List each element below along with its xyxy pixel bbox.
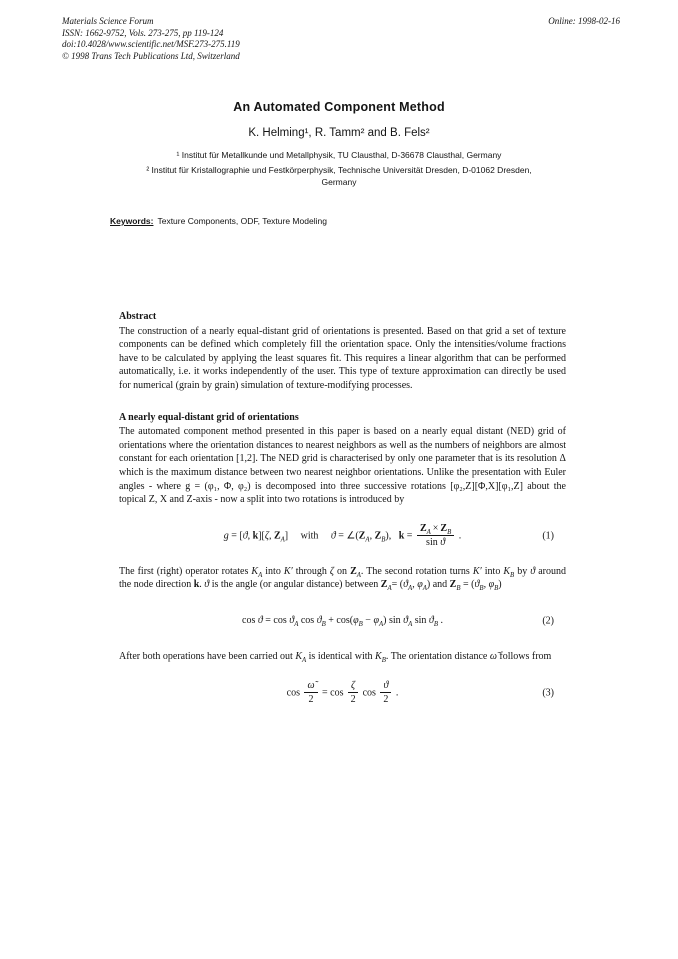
keywords-text: Texture Components, ODF, Texture Modeling [157,216,327,226]
equation-1-row [119,523,566,549]
abstract-heading: Abstract [119,311,157,322]
section-paragraph-3: After both operations have been carried out $K_A$ is identical with $K_B$. The orientation distance ω̃ follows from [119,650,552,664]
equation-3: cos $\frac{\omegã}{2}$ = cos $\frac{\zeta}{2}$ cos $\frac{ϑ}{2}$ . [286,679,399,705]
authors-line: K. Helming¹, R. Tamm² and B. Fels² [248,127,430,139]
keywords-line [110,216,678,226]
section-heading: A nearly equal-distant grid of orientations [119,411,299,423]
journal-header-block [62,16,240,62]
equation-2: $\cos ϑ = \cos ϑ_A$ $\cos ϑ_B + \cos(\varphi_B - \varphi_A)$ $\sin ϑ_A$ $\sin ϑ_B$ . [242,615,443,629]
journal-issn-line: ISSN: 1662-9752, Vols. 273-275, pp 119-124 [62,27,224,38]
paper-title: An Automated Component Method [233,100,445,114]
affiliation-2: ² Institut für Kristallographie und Festkörperphysik, Technische Universität Dresden, D-01062 Dresden, Germany [146,165,532,187]
paper-body [119,310,566,706]
equation-1: g = [ϑ, k][ζ, $Z_A$] with $ϑ = \angle(Z_A$, $Z_B$), k = $\frac{Z_A \times Z_B}{\text{sin ϑ}}$ . [223,522,462,549]
affiliation-1: ¹ Institut für Metallkunde und Metallphysik, TU Clausthal, D-36678 Clausthal, Germany [176,150,502,160]
keywords-label: Keywords: [110,216,154,226]
section-paragraph-2: The first (right) operator rotates $K_A$ into K′ through ζ on $Z_A$. The second rotation turns K′ into $K_B$ by ϑ around the node direction k. ϑ is the angle (or angular distance) between $Z_A= (ϑ_A$, $\varphi_A$) and $Z_B = (ϑ_B$, $\varphi_B$) [119,565,567,593]
equation-2-number: (2) [542,615,554,627]
equation-3-number: (3) [542,687,554,698]
equation-1-number: (1) [542,530,554,542]
journal-title: Materials Science Forum [62,16,154,26]
section-paragraph-1: The automated component method presented in this paper is based on a nearly equal distant (NED) grid of orientations where the orientation distances to nearest neighbors as well as the numbers of neighbors are almost constant for each orientation [1,2]. The NED grid is characterised by only one parameter that is its resolution Δ which is the maximum distance between two nearest neighbor orientations. Unlike the presentation with Euler angles - where g = (φ₁, Φ, φ₂) is decomposed into three successive rotations [φ₂,Z][Φ,X][φ₁,Z] about the topical Z, X and Z-axis - now a split into two rotations is introduced by [119,426,566,506]
equation-3-row [119,680,566,706]
journal-doi-line: doi:10.4028/www.scientific.net/MSF.273-275.119 [62,39,240,49]
abstract-text: The construction of a nearly equal-distant grid of orientations is presented. Based on that grid a set of texture components can be defined which completely fill the orientation space. Only the intensities/volume fractions have to be calculated by applying the least squares fit. This requires a linear algorithm that can be performed automatically, i.e. it works independently of the user. This type of texture approximation can directly be used for numerical (grain by grain) simulation of texture-modifying processes. [119,325,566,391]
page-header [0,0,678,62]
equation-2-row [119,608,566,634]
online-date: Online: 1998-02-16 [548,16,620,26]
front-matter [0,100,678,188]
abstract-block [119,310,566,393]
section-block [119,411,566,706]
journal-copyright-line: © 1998 Trans Tech Publications Ltd, Switzerland [62,50,240,61]
